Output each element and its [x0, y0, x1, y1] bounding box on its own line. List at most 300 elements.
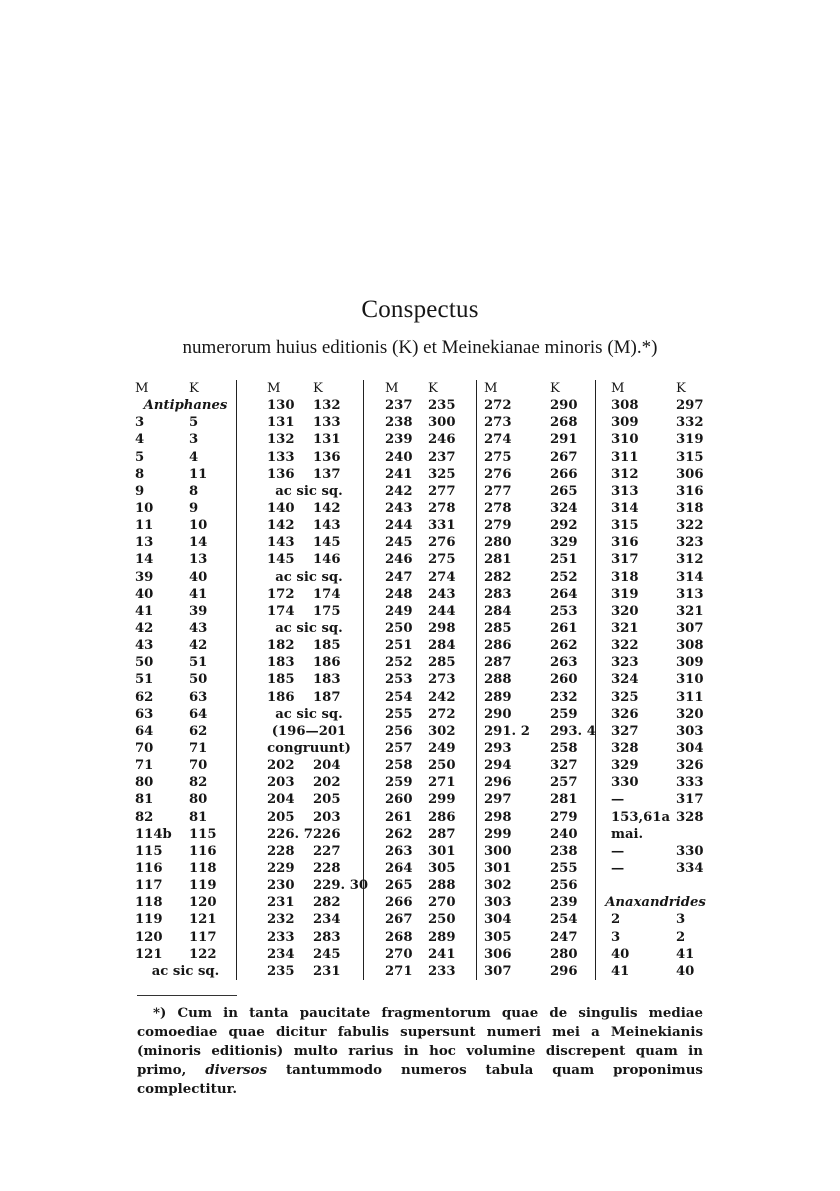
k-number: 64 — [189, 706, 208, 722]
m-number: 230 — [267, 878, 295, 894]
note-text: ac sic sq. — [275, 706, 343, 722]
table-row — [255, 757, 363, 774]
m-number: 245 — [385, 535, 413, 551]
m-number: 286 — [484, 638, 512, 654]
table-row — [374, 911, 476, 928]
table-row — [482, 963, 595, 980]
table-row — [482, 569, 595, 586]
m-number: 330 — [611, 775, 639, 791]
note-row — [255, 620, 363, 637]
m-number: 304 — [484, 912, 512, 928]
k-number: 174 — [313, 586, 341, 602]
table-row — [603, 791, 708, 808]
note-text: (196—201 — [271, 723, 347, 739]
header-k: K — [313, 381, 323, 396]
k-number: 301 — [428, 843, 456, 859]
k-number: 309 — [676, 655, 704, 671]
note-text: congruunt) — [267, 740, 351, 756]
note-text: ac sic sq. — [275, 569, 343, 585]
table-row — [255, 791, 363, 808]
k-number: 296 — [550, 963, 578, 979]
header-k: K — [189, 381, 199, 396]
k-number: 187 — [313, 689, 341, 705]
k-number: 247 — [550, 929, 578, 945]
m-number: 2 — [611, 912, 621, 928]
m-number: 246 — [385, 552, 413, 568]
header-m: M — [484, 381, 498, 396]
table-row — [482, 791, 595, 808]
k-number: 205 — [313, 792, 341, 808]
table-row — [255, 654, 363, 671]
k-number: 137 — [313, 466, 341, 482]
table-row — [135, 517, 236, 534]
note-text: ac sic sq. — [275, 483, 343, 499]
k-number: 286 — [428, 809, 456, 825]
k-number: 3 — [676, 912, 686, 928]
table-row — [135, 826, 236, 843]
table-row — [135, 791, 236, 808]
table-row — [374, 620, 476, 637]
table-row — [482, 551, 595, 568]
m-number: 43 — [135, 638, 154, 654]
m-number: 278 — [484, 500, 512, 516]
k-number: 232 — [550, 689, 578, 705]
table-row — [482, 500, 595, 517]
k-number: 259 — [550, 706, 578, 722]
k-number: 241 — [428, 946, 456, 962]
k-number: 115 — [189, 826, 217, 842]
m-number: 82 — [135, 809, 154, 825]
m-number: 305 — [484, 929, 512, 945]
k-number: 133 — [313, 415, 341, 431]
table-row — [603, 397, 708, 414]
m-number: 319 — [611, 586, 639, 602]
m-number: 268 — [385, 929, 413, 945]
table-row — [255, 946, 363, 963]
k-number: 304 — [676, 740, 704, 756]
table-row — [482, 946, 595, 963]
k-number: 299 — [428, 792, 456, 808]
table-row — [482, 826, 595, 843]
table-row — [255, 414, 363, 431]
k-number: 251 — [550, 552, 578, 568]
k-number: 10 — [189, 518, 208, 534]
m-number: 130 — [267, 398, 295, 414]
k-number: 293. 4 — [550, 723, 596, 739]
k-number: 311 — [676, 689, 704, 705]
m-number: 274 — [484, 432, 512, 448]
m-number: 241 — [385, 466, 413, 482]
header-m: M — [611, 381, 625, 396]
m-number: 64 — [135, 723, 154, 739]
table-row — [255, 774, 363, 791]
m-number: 279 — [484, 518, 512, 534]
m-number: — — [611, 860, 625, 876]
m-number: 257 — [385, 740, 413, 756]
k-number: 240 — [550, 826, 578, 842]
table-row — [135, 809, 236, 826]
k-number: 63 — [189, 689, 208, 705]
m-number: 14 — [135, 552, 154, 568]
k-number: 235 — [428, 398, 456, 414]
table-row — [135, 654, 236, 671]
m-number: 307 — [484, 963, 512, 979]
m-number: 325 — [611, 689, 639, 705]
table-row — [374, 449, 476, 466]
table-row — [603, 569, 708, 586]
table-row — [482, 809, 595, 826]
table-row — [374, 466, 476, 483]
m-number: 136 — [267, 466, 295, 482]
m-number: 302 — [484, 878, 512, 894]
table-row — [255, 689, 363, 706]
k-number: 254 — [550, 912, 578, 928]
table-row — [482, 654, 595, 671]
table-row — [255, 671, 363, 688]
k-number: 119 — [189, 878, 217, 894]
k-number: 315 — [676, 449, 704, 465]
header-k: K — [676, 381, 686, 396]
footnote-text-b: tantummodo numeros tabula quam proponimus complectitur. — [137, 1062, 703, 1097]
table-row — [135, 586, 236, 603]
table-row — [482, 706, 595, 723]
k-number: 322 — [676, 518, 704, 534]
m-number: 243 — [385, 500, 413, 516]
footnote-emphasis: diversos — [205, 1062, 268, 1078]
column-header — [374, 380, 476, 397]
table-row — [603, 929, 708, 946]
table-row — [482, 894, 595, 911]
m-number: 285 — [484, 620, 512, 636]
m-number: 287 — [484, 655, 512, 671]
table-row — [482, 534, 595, 551]
table-row — [603, 809, 708, 826]
m-number: 62 — [135, 689, 154, 705]
table-row — [603, 483, 708, 500]
m-number: 131 — [267, 415, 295, 431]
k-number: 116 — [189, 843, 217, 859]
k-number: 316 — [676, 483, 704, 499]
m-number: 313 — [611, 483, 639, 499]
k-number: 234 — [313, 912, 341, 928]
table-row — [603, 586, 708, 603]
table-row — [255, 843, 363, 860]
k-number: 43 — [189, 620, 208, 636]
table-column — [482, 380, 596, 980]
table-row — [482, 397, 595, 414]
k-number: 51 — [189, 655, 208, 671]
table-row — [255, 431, 363, 448]
page-title: Conspectus — [361, 296, 479, 323]
k-number: 277 — [428, 483, 456, 499]
m-number: 239 — [385, 432, 413, 448]
k-number: 267 — [550, 449, 578, 465]
table-row — [374, 723, 476, 740]
author-name: Antiphanes — [143, 398, 228, 414]
footnote-text-a: *) Cum in tanta paucitate fragmentorum quae de singulis mediae comoediae quae dicitur fabulis supersunt numeri mei a Meinekianis (minoris editionis) multo rarius in hoc volumine discrepent quam in primo, — [137, 1005, 703, 1078]
k-number: 260 — [550, 672, 578, 688]
m-number: 13 — [135, 535, 154, 551]
table-row — [603, 671, 708, 688]
k-number: 302 — [428, 723, 456, 739]
k-number: 330 — [676, 843, 704, 859]
m-number: 226. 7 — [267, 826, 313, 842]
table-row — [374, 774, 476, 791]
table-row — [374, 637, 476, 654]
m-number: 265 — [385, 878, 413, 894]
k-number: 321 — [676, 603, 704, 619]
k-number: 252 — [550, 569, 578, 585]
table-row — [482, 517, 595, 534]
m-number: 288 — [484, 672, 512, 688]
table-row — [255, 534, 363, 551]
m-number: 310 — [611, 432, 639, 448]
k-number: 268 — [550, 415, 578, 431]
table-row — [374, 483, 476, 500]
k-number: 249 — [428, 740, 456, 756]
k-number: 266 — [550, 466, 578, 482]
k-number: 117 — [189, 929, 217, 945]
spacer-row — [603, 877, 708, 894]
k-number: 246 — [428, 432, 456, 448]
k-number: 41 — [676, 946, 695, 962]
table-row — [603, 431, 708, 448]
table-row — [135, 774, 236, 791]
m-number: 262 — [385, 826, 413, 842]
k-number: 243 — [428, 586, 456, 602]
m-number: 301 — [484, 860, 512, 876]
m-number: 202 — [267, 758, 295, 774]
m-number: 315 — [611, 518, 639, 534]
m-number: 291. 2 — [484, 723, 530, 739]
m-number: 312 — [611, 466, 639, 482]
table-row — [374, 809, 476, 826]
table-row — [482, 929, 595, 946]
table-row — [603, 774, 708, 791]
m-number: 309 — [611, 415, 639, 431]
m-number: 235 — [267, 963, 295, 979]
table-row — [603, 740, 708, 757]
m-number: 228 — [267, 843, 295, 859]
m-number: — — [611, 843, 625, 859]
table-row — [255, 963, 363, 980]
table-row — [374, 586, 476, 603]
k-number: 255 — [550, 860, 578, 876]
table-row — [603, 620, 708, 637]
m-number: 324 — [611, 672, 639, 688]
table-row — [482, 723, 595, 740]
table-row — [482, 637, 595, 654]
footnote — [137, 1004, 703, 1099]
m-number: 174 — [267, 603, 295, 619]
m-number: 39 — [135, 569, 154, 585]
k-number: 2 — [676, 929, 686, 945]
k-number: 285 — [428, 655, 456, 671]
table-row — [374, 894, 476, 911]
table-row — [374, 963, 476, 980]
m-number: 117 — [135, 878, 163, 894]
header-k: K — [428, 381, 438, 396]
m-number: 311 — [611, 449, 639, 465]
column-header — [255, 380, 363, 397]
k-number: 317 — [676, 792, 704, 808]
table-row — [255, 877, 369, 894]
k-number: 250 — [428, 758, 456, 774]
k-number: 8 — [189, 483, 199, 499]
k-number: 175 — [313, 603, 341, 619]
table-row — [603, 551, 708, 568]
k-number: 320 — [676, 706, 704, 722]
table-row — [135, 483, 236, 500]
m-number: 322 — [611, 638, 639, 654]
k-number: 204 — [313, 758, 341, 774]
m-number: 298 — [484, 809, 512, 825]
m-number: 182 — [267, 638, 295, 654]
table-row — [255, 809, 363, 826]
m-number: 280 — [484, 535, 512, 551]
m-number: 273 — [484, 415, 512, 431]
table-row — [482, 431, 595, 448]
table-row — [603, 963, 708, 980]
m-number: 41 — [611, 963, 630, 979]
k-number: 40 — [189, 569, 208, 585]
k-number: 145 — [313, 535, 341, 551]
table-row — [374, 654, 476, 671]
k-number: 136 — [313, 449, 341, 465]
k-number: 62 — [189, 723, 208, 739]
m-number: 266 — [385, 895, 413, 911]
table-row — [603, 860, 708, 877]
m-number: 264 — [385, 860, 413, 876]
m-number: 299 — [484, 826, 512, 842]
table-row — [374, 860, 476, 877]
note-row — [135, 963, 236, 980]
k-number: 329 — [550, 535, 578, 551]
k-number: 332 — [676, 415, 704, 431]
m-number: 270 — [385, 946, 413, 962]
m-number: 256 — [385, 723, 413, 739]
k-number: 258 — [550, 740, 578, 756]
k-number: 41 — [189, 586, 208, 602]
k-number: 122 — [189, 946, 217, 962]
table-row — [135, 449, 236, 466]
k-number: 333 — [676, 775, 704, 791]
m-number: 329 — [611, 758, 639, 774]
table-row — [374, 517, 476, 534]
m-number: 237 — [385, 398, 413, 414]
table-row — [603, 911, 708, 928]
m-number: 253 — [385, 672, 413, 688]
table-row — [135, 569, 236, 586]
m-number: 271 — [385, 963, 413, 979]
k-number: 42 — [189, 638, 208, 654]
m-number: 251 — [385, 638, 413, 654]
m-number: 172 — [267, 586, 295, 602]
k-number: 283 — [313, 929, 341, 945]
k-number: 40 — [676, 963, 695, 979]
table-row — [603, 534, 708, 551]
table-row — [482, 689, 595, 706]
k-number: 275 — [428, 552, 456, 568]
table-row — [603, 826, 708, 843]
table-row — [255, 894, 363, 911]
section-heading — [603, 894, 708, 911]
m-number: 133 — [267, 449, 295, 465]
k-number: 239 — [550, 895, 578, 911]
m-number: 132 — [267, 432, 295, 448]
table-row — [374, 826, 476, 843]
table-row — [255, 500, 363, 517]
m-number: 294 — [484, 758, 512, 774]
table-row — [255, 586, 363, 603]
author-name: Anaxandrides — [605, 895, 706, 911]
note-row — [255, 706, 363, 723]
m-number: 247 — [385, 569, 413, 585]
table-row — [374, 603, 476, 620]
k-number: 306 — [676, 466, 704, 482]
table-row — [603, 637, 708, 654]
m-number: 297 — [484, 792, 512, 808]
table-row — [482, 843, 595, 860]
k-number: 250 — [428, 912, 456, 928]
k-number: 318 — [676, 500, 704, 516]
table-row — [603, 500, 708, 517]
k-number: 305 — [428, 860, 456, 876]
k-number: 270 — [428, 895, 456, 911]
k-number: 244 — [428, 603, 456, 619]
m-number: 296 — [484, 775, 512, 791]
table-row — [374, 671, 476, 688]
table-column — [374, 380, 477, 980]
table-column — [135, 380, 237, 980]
m-number: 205 — [267, 809, 295, 825]
k-number: 325 — [428, 466, 456, 482]
k-number: 118 — [189, 860, 217, 876]
m-number: 327 — [611, 723, 639, 739]
m-number: 145 — [267, 552, 295, 568]
k-number: 242 — [428, 689, 456, 705]
m-number: 314 — [611, 500, 639, 516]
table-row — [135, 620, 236, 637]
column-header — [135, 380, 236, 397]
column-header — [482, 380, 595, 397]
k-number: 121 — [189, 912, 217, 928]
table-row — [603, 603, 708, 620]
table-row — [603, 466, 708, 483]
table-row — [374, 500, 476, 517]
m-number: 252 — [385, 655, 413, 671]
k-number: 227 — [313, 843, 341, 859]
m-number: 275 — [484, 449, 512, 465]
table-row — [482, 911, 595, 928]
m-number: 80 — [135, 775, 154, 791]
k-number: 287 — [428, 826, 456, 842]
page-subtitle: numerorum huius editionis (K) et Meinekianae minoris (M).*) — [182, 337, 658, 358]
table-row — [482, 757, 595, 774]
k-number: 298 — [428, 620, 456, 636]
m-number: 277 — [484, 483, 512, 499]
table-row — [255, 551, 363, 568]
k-number: 279 — [550, 809, 578, 825]
m-number: 281 — [484, 552, 512, 568]
table-row — [135, 500, 236, 517]
m-number: 119 — [135, 912, 163, 928]
k-number: 276 — [428, 535, 456, 551]
m-number: 3 — [611, 929, 621, 945]
table-row — [603, 449, 708, 466]
k-number: 300 — [428, 415, 456, 431]
m-number: 8 — [135, 466, 145, 482]
